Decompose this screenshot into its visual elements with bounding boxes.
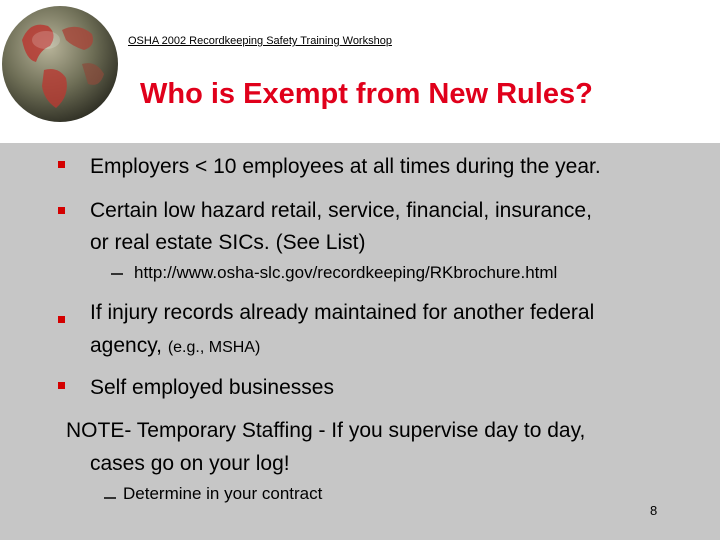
bullet-text-line [90, 329, 260, 364]
bullet-text: Self employed businesses [90, 376, 334, 399]
workshop-title: OSHA 2002 Recordkeeping Safety Training Workshop [128, 35, 392, 47]
bullet-icon [58, 382, 65, 389]
slide-title: Who is Exempt from New Rules? [140, 78, 593, 110]
bullet-text-small: (e.g., MSHA) [167, 339, 261, 356]
page-number: 8 [650, 503, 658, 518]
bullet-icon [58, 316, 65, 323]
sub-bullet-dash [111, 273, 123, 275]
sub-bullet-dash [104, 497, 116, 499]
slide-header [0, 0, 720, 143]
note-text: cases go on your log! [90, 452, 290, 475]
bullet-icon [58, 161, 65, 168]
bullet-icon [58, 207, 65, 214]
bullet-text: If injury records already maintained for another federal [90, 301, 595, 324]
bullet-text: Certain low hazard retail, service, financial, insurance, [90, 199, 592, 222]
bullet-text: Employers < 10 employees at all times during the year. [90, 155, 601, 178]
note-sub-text: Determine in your contract [123, 484, 323, 503]
globe-icon [0, 0, 125, 133]
bullet-text: agency, [90, 334, 168, 357]
note-text: NOTE- Temporary Staffing - If you supervise day to day, [66, 419, 586, 442]
bullet-text: or real estate SICs. (See List) [90, 231, 366, 254]
sub-bullet-link[interactable]: http://www.osha-slc.gov/recordkeeping/RKbrochure.html [134, 263, 558, 282]
